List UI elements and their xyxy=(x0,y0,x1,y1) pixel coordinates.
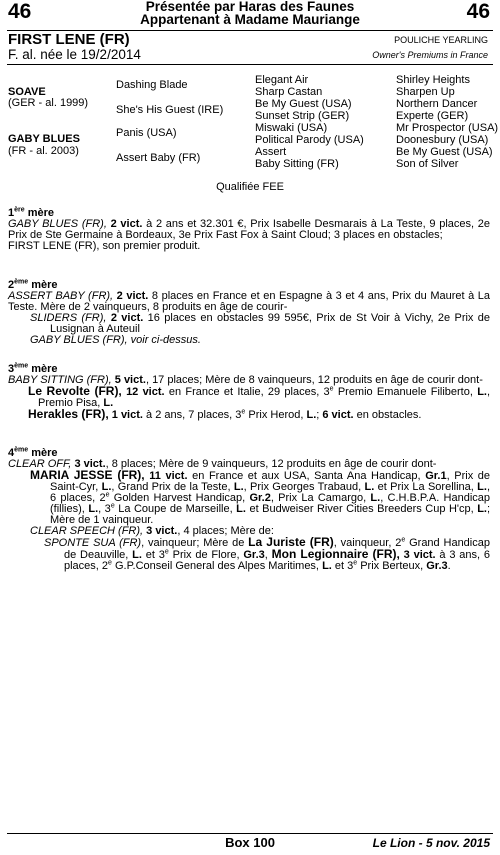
section-heading: 2ème mère xyxy=(8,278,58,291)
ggg-parent: Be My Guest (USA) xyxy=(396,146,493,158)
grandparent: Panis (USA) xyxy=(116,127,177,139)
produce-line: Le Revolte (FR), 12 vict. en France et Italie, 29 places, 3e Premio Emanuele Filiberto, L., Premio Pisa, L. xyxy=(28,384,491,409)
great-grandparent: Baby Sitting (FR) xyxy=(255,158,339,170)
section-fourth-dam xyxy=(8,448,490,572)
produce-line: Herakles (FR), 1 vict. à 2 ans, 7 places, 3e Prix Herod, L.; 6 vict. en obstacles. xyxy=(28,407,422,421)
page-title xyxy=(100,0,400,26)
dam-paragraph: BABY SITTING (FR), 5 vict., 17 places; Mère de 8 vainqueurs, 12 produits en âge de courir dont- xyxy=(8,374,483,386)
lot-number: 46 xyxy=(8,0,32,23)
pedigree-rule xyxy=(7,64,493,65)
ggg-parent: Sharpen Up xyxy=(396,86,455,98)
box-number: Box 100 xyxy=(225,835,275,850)
ggg-parent: Northern Dancer xyxy=(396,98,478,110)
produce-line: GABY BLUES (FR), voir ci-dessus. xyxy=(30,334,201,346)
grandparent: Dashing Blade xyxy=(116,79,188,91)
great-grandparent: Assert xyxy=(255,146,287,158)
great-grandparent: Elegant Air xyxy=(255,74,309,86)
dam-paragraph: ASSERT BABY (FR), 2 vict. 8 places en France et en Espagne à 3 et 4 ans, Prix du Mauret à La Teste. Mère de 2 vainqueurs, 8 produits en âge de courir- xyxy=(8,290,491,313)
horse-name: FIRST LENE (FR) xyxy=(8,31,130,48)
horse-type: POULICHE YEARLING xyxy=(394,35,488,45)
produce-line: SLIDERS (FR), 2 vict. 16 places en obstacles 99 595€, Prix de St Voir à Vichy, 2e Prix de Lusignan à Auteuil xyxy=(30,312,491,335)
footer-rule xyxy=(7,833,493,834)
section-heading: 1ère mère xyxy=(8,206,54,219)
ggg-parent: Son of Silver xyxy=(396,158,459,170)
section-heading: 3ème mère xyxy=(8,362,58,375)
great-grandparent: Political Parody (USA) xyxy=(255,134,364,146)
dam-paragraph: CLEAR OFF, 3 vict., 8 places; Mère de 9 vainqueurs, 12 produits en âge de courir dont- xyxy=(8,458,437,470)
produce-line: MARIA JESSE (FR), 11 vict. en France et aux USA, Santa Ana Handicap, Gr.1, Prix de Saint-Cyr, L., Grand Prix de la Teste, L., Prix Georges Trabaud, L. et Prix La Sorellina, L., 6 places, 2e Golden Harvest Handicap, Gr.2, Prix La Camargo, L., C.H.B.P.A. Handicap (fillies), L., 3e La Coupe de Marseille, L. et Budweiser River Cities Breeders Cup H'cp, L.; Mère de 1 vainqueur. xyxy=(30,468,491,526)
dam-detail: (FR - al. 2003) xyxy=(8,145,79,157)
great-grandparent: Sunset Strip (GER) xyxy=(255,110,350,122)
ggg-parent: Experte (GER) xyxy=(396,110,469,122)
horse-birth: F. al. née le 19/2/2014 xyxy=(8,47,141,62)
dam-name: GABY BLUES xyxy=(8,133,80,145)
owner-premiums: Owner's Premiums in France xyxy=(372,50,488,60)
dam-paragraph: GABY BLUES (FR), 2 vict. à 2 ans et 32.301 €, Prix Isabelle Desmarais à La Teste, 9 places, 2e Prix de Ste Germaine à Bordeaux, 3e Prix Fast Fox à Saint Cloud; 3 places en obstacles; xyxy=(8,218,490,241)
grandparent: She's His Guest (IRE) xyxy=(116,104,224,116)
section-second-dam xyxy=(8,280,490,346)
great-grandparent: Sharp Castan xyxy=(255,86,323,98)
great-grandparent: Miswaki (USA) xyxy=(255,122,328,134)
ggg-parent: Mr Prospector (USA) xyxy=(396,122,499,134)
qualification-note: Qualifiée FEE xyxy=(216,181,284,193)
sire-name: SOAVE xyxy=(8,86,46,98)
title-line-presenter: Présentée par Haras des Faunes xyxy=(145,0,355,14)
sale-date: Le Lion - 5 nov. 2015 xyxy=(372,836,490,850)
section-heading: 4ème mère xyxy=(8,446,58,459)
title-line-owner: Appartenant à Madame Mauriange xyxy=(140,12,360,27)
great-grandparent: Be My Guest (USA) xyxy=(255,98,352,110)
sire-detail: (GER - al. 1999) xyxy=(8,97,89,109)
grandparent: Assert Baby (FR) xyxy=(116,152,201,164)
produce-line: FIRST LENE (FR), son premier produit. xyxy=(8,240,201,252)
section-third-dam xyxy=(8,364,490,421)
ggg-parent: Shirley Heights xyxy=(396,74,470,86)
ggg-parent: Doonesbury (USA) xyxy=(396,134,489,146)
produce-line: SPONTE SUA (FR), vainqueur; Mère de La Juriste (FR), vainqueur, 2e Grand Handicap de Deauville, L. et 3e Prix de Flore, Gr.3, Mon Legionnaire (FR), 3 vict. à 3 ans, 6 places, 2e G.P.Conseil General des Alpes Maritimes, L. et 3e Prix Berteux, Gr.3. xyxy=(44,535,491,572)
lot-number-right: 46 xyxy=(466,0,490,23)
produce-line: CLEAR SPEECH (FR), 3 vict., 4 places; Mère de: xyxy=(30,525,274,537)
section-first-dam xyxy=(8,208,490,252)
